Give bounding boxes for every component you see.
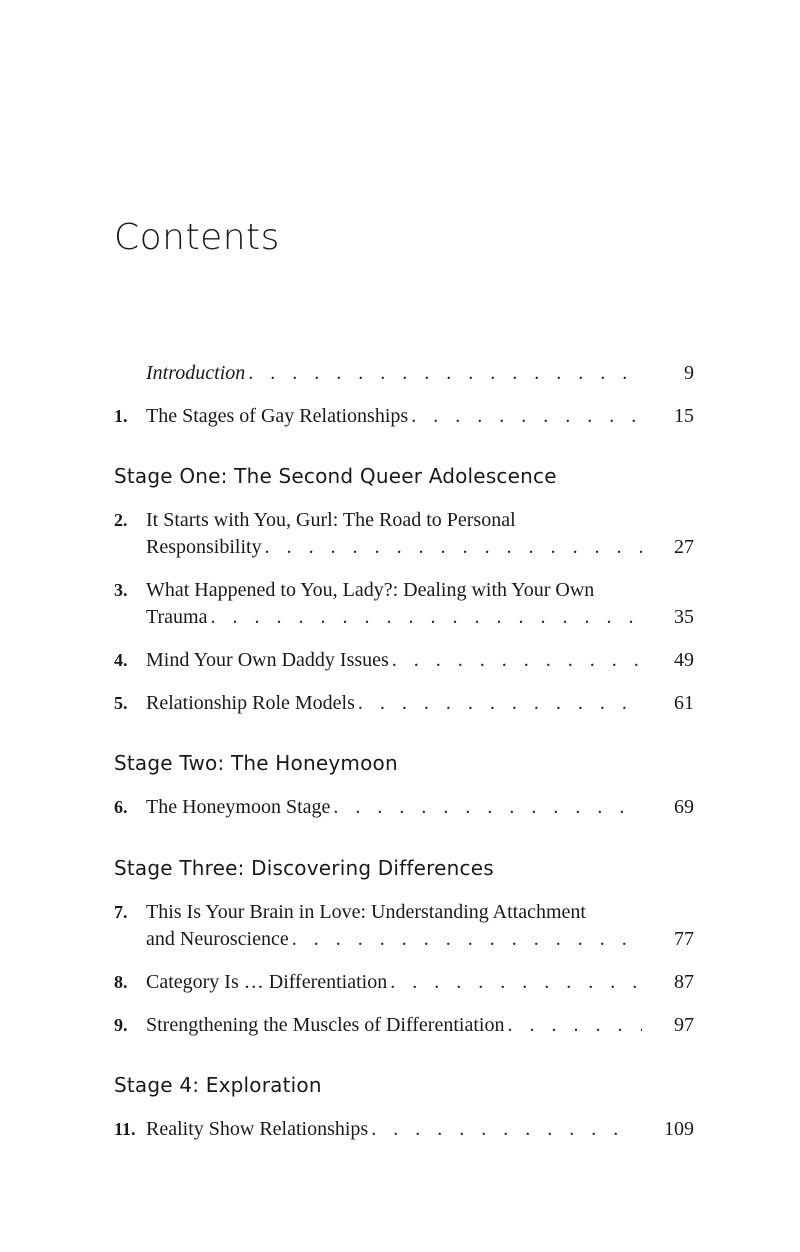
- toc-entry-title-continued: Trauma: [146, 606, 208, 628]
- toc-page-number: 49: [674, 649, 694, 671]
- dot-leader: [392, 647, 642, 674]
- toc-page-number: 77: [674, 928, 694, 950]
- dot-leader: [507, 1012, 642, 1039]
- stage-heading-three: Stage Three: Discovering Differences: [114, 856, 494, 880]
- toc-entry-line: [146, 1116, 694, 1143]
- toc-entry-title: Relationship Role Models: [146, 692, 355, 714]
- toc-entry-title: It Starts with You, Gurl: The Road to Personal: [146, 509, 516, 531]
- toc-entry-title: Category Is … Differentiation: [146, 971, 388, 993]
- toc-entry-line: [146, 604, 694, 631]
- toc-entry-title: Reality Show Relationships: [146, 1118, 369, 1140]
- stage-heading-one: Stage One: The Second Queer Adolescence: [114, 464, 557, 488]
- toc-page-number: 109: [664, 1118, 694, 1140]
- toc-entry-line: [146, 969, 694, 996]
- chapter-number: 6.: [114, 797, 128, 817]
- dot-leader: [292, 926, 642, 953]
- chapter-number: 2.: [114, 510, 128, 530]
- toc-entry-title: Introduction: [146, 362, 246, 384]
- toc-entry-title: What Happened to You, Lady?: Dealing with Your Own: [146, 579, 595, 601]
- toc-entry-line: [146, 647, 694, 674]
- toc-entry-title: Mind Your Own Daddy Issues: [146, 649, 389, 671]
- toc-page-number: 69: [674, 796, 694, 818]
- chapter-number: 9.: [114, 1015, 128, 1035]
- toc-entry-line: [146, 899, 694, 926]
- toc-page-number: 87: [674, 971, 694, 993]
- chapter-number: 8.: [114, 972, 128, 992]
- dot-leader: [411, 403, 642, 430]
- toc-entry-title-continued: and Neuroscience: [146, 928, 289, 950]
- toc-entry-title-continued: Responsibility: [146, 536, 262, 558]
- toc-page-number: 9: [684, 362, 694, 384]
- toc-entry-line: [146, 534, 694, 561]
- toc-entry-title: This Is Your Brain in Love: Understanding Attachment: [146, 901, 586, 923]
- chapter-number: 5.: [114, 693, 128, 713]
- dot-leader: [265, 534, 642, 561]
- dot-leader: [248, 360, 642, 387]
- toc-entry-line: [146, 690, 694, 717]
- toc-entry-line: [146, 794, 694, 821]
- toc-entry-line: [146, 1012, 694, 1039]
- chapter-number: 7.: [114, 902, 128, 922]
- chapter-number: 1.: [114, 406, 128, 426]
- toc-entry-title: The Stages of Gay Relationships: [146, 405, 409, 427]
- chapter-number: 4.: [114, 650, 128, 670]
- dot-leader: [333, 794, 642, 821]
- dot-leader: [371, 1116, 636, 1143]
- toc-entry-line: [146, 926, 694, 953]
- toc-page-number: 35: [674, 606, 694, 628]
- page-title: Contents: [114, 217, 280, 258]
- stage-heading-two: Stage Two: The Honeymoon: [114, 751, 398, 775]
- toc-page-number: 97: [674, 1014, 694, 1036]
- toc-entry-title: Strengthening the Muscles of Differentiation: [146, 1014, 505, 1036]
- chapter-number: 3.: [114, 580, 128, 600]
- toc-entry-title: The Honeymoon Stage: [146, 796, 331, 818]
- toc-page-number: 27: [674, 536, 694, 558]
- dot-leader: [210, 604, 642, 631]
- toc-entry-line: [146, 577, 694, 604]
- toc-page-number: 15: [674, 405, 694, 427]
- toc-entry-line: [146, 507, 694, 534]
- toc-entry-line: [146, 360, 694, 387]
- dot-leader: [358, 690, 642, 717]
- chapter-number: 11.: [114, 1119, 136, 1139]
- toc-page-number: 61: [674, 692, 694, 714]
- stage-heading-four: Stage 4: Exploration: [114, 1073, 322, 1097]
- dot-leader: [390, 969, 642, 996]
- toc-entry-line: [146, 403, 694, 430]
